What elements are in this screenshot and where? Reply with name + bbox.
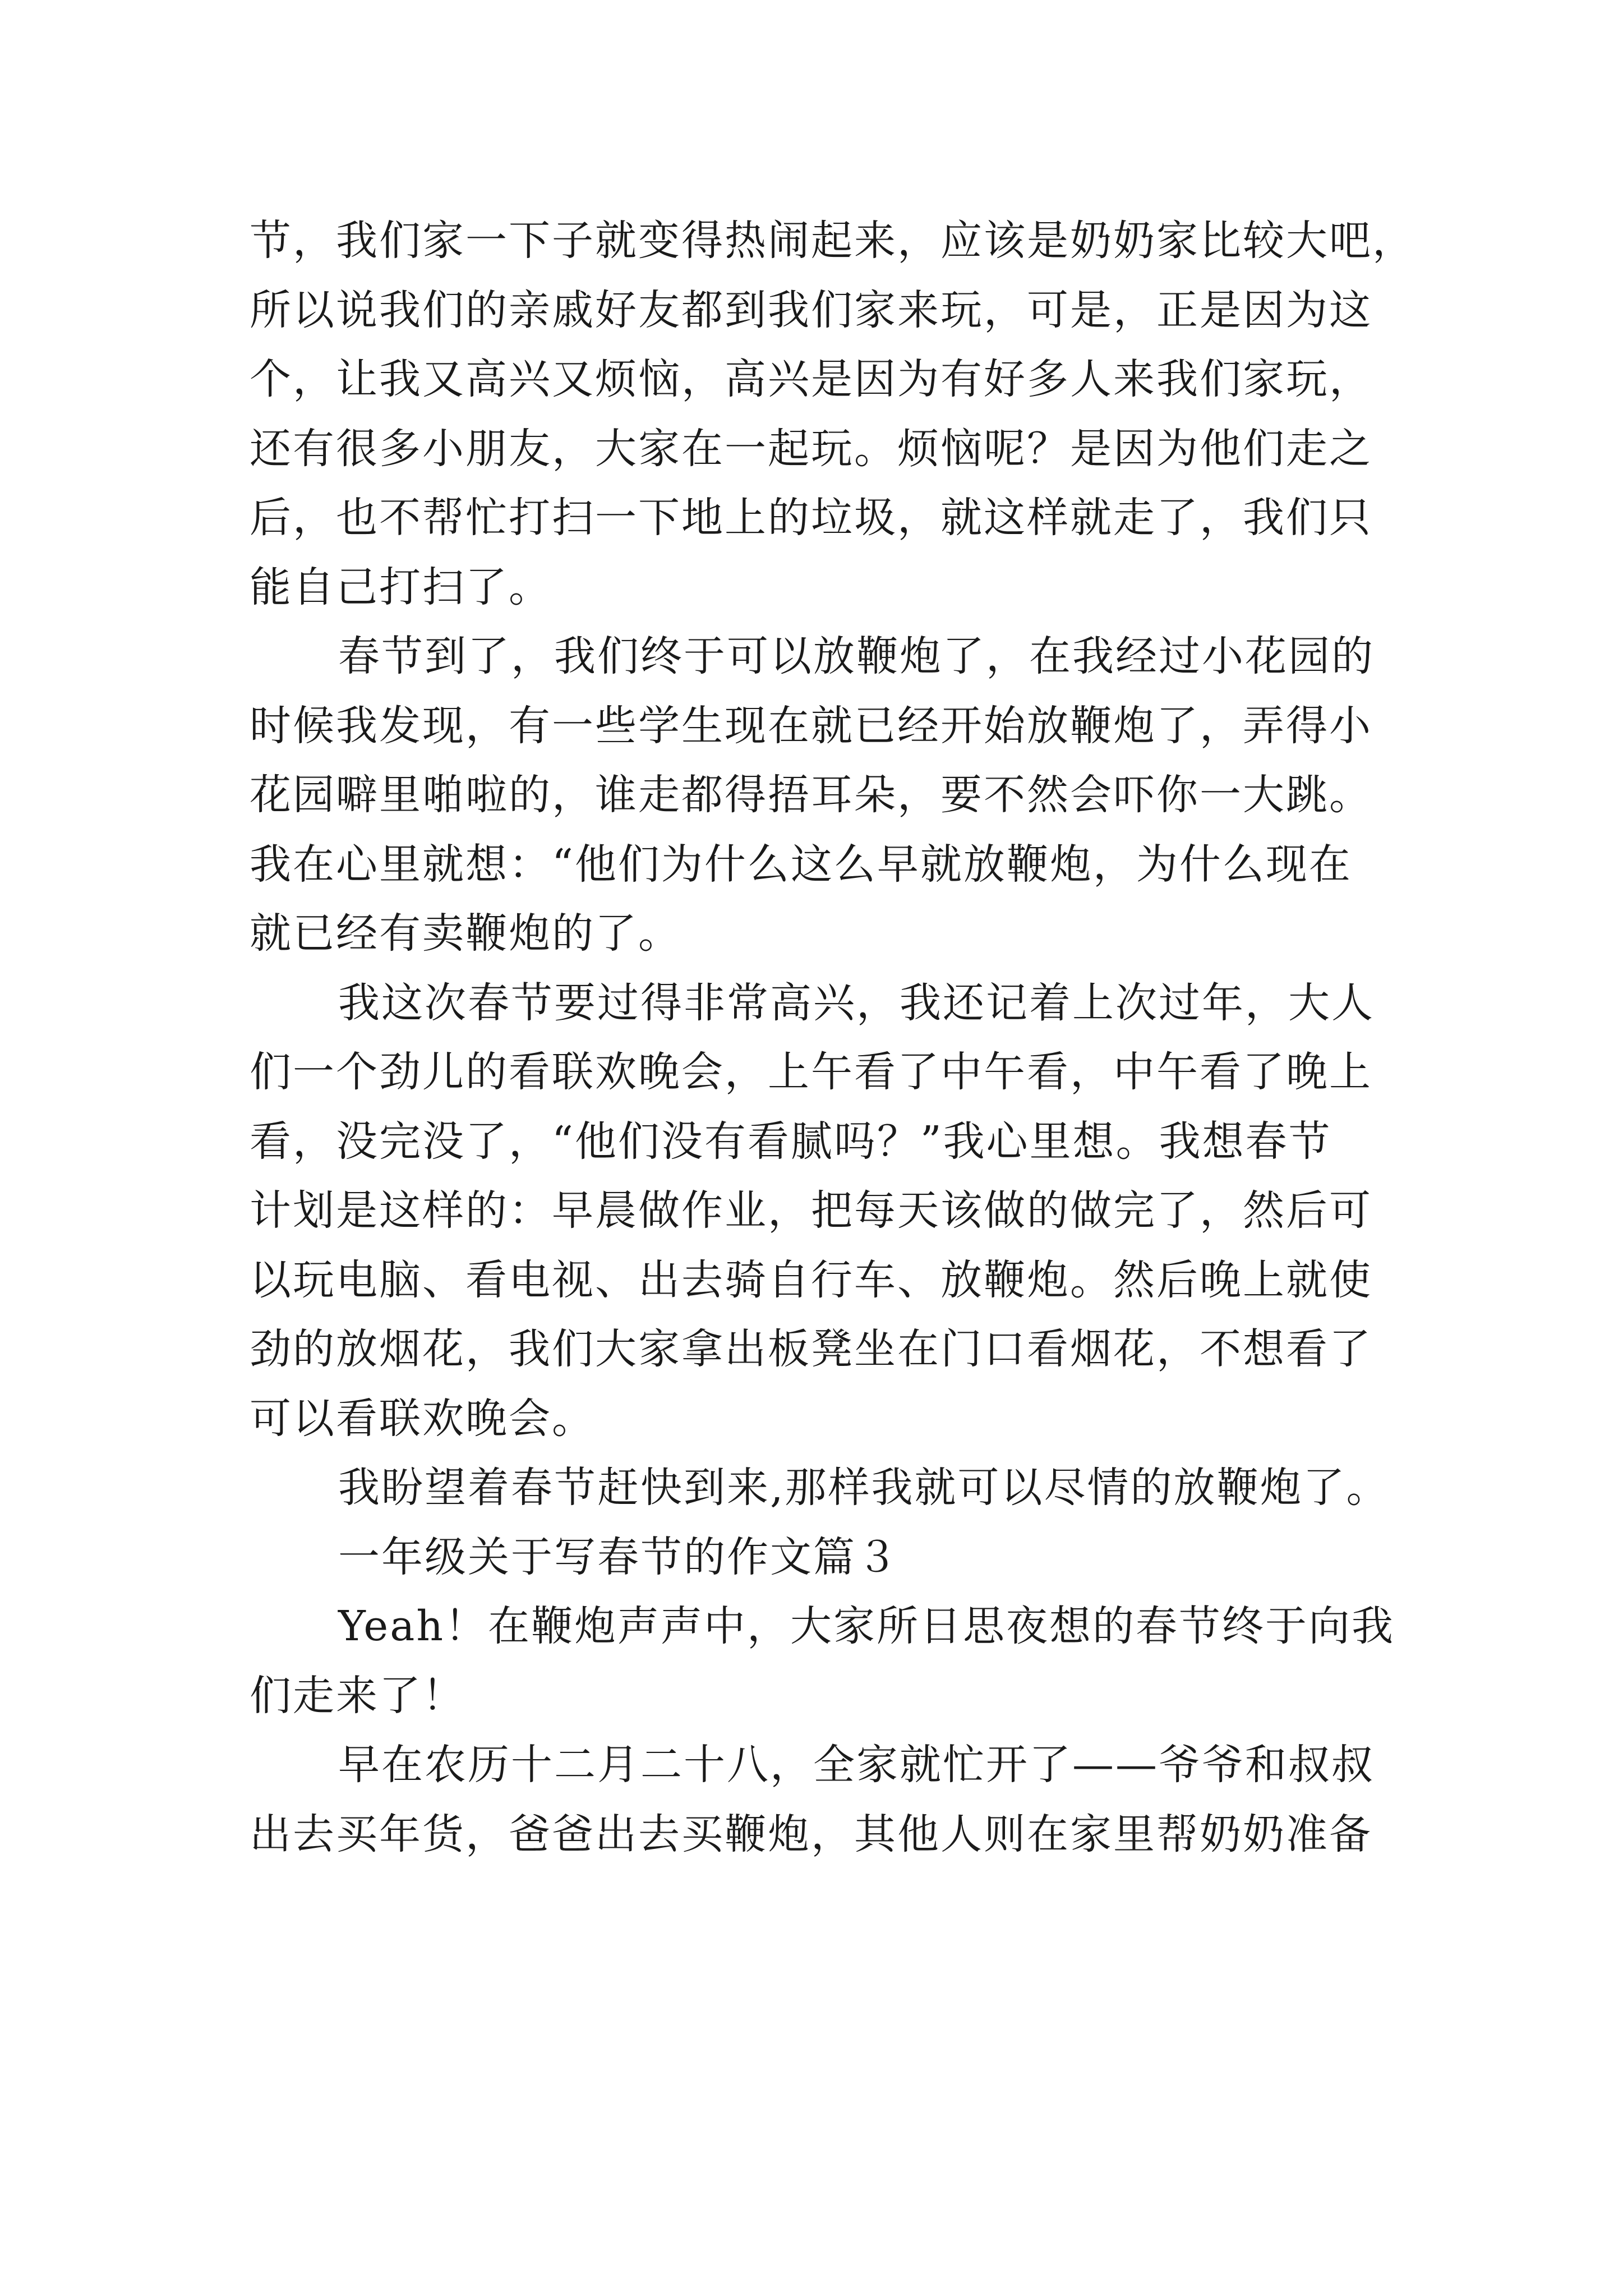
paragraph [250,206,1415,622]
text-line: 所以说我们的亲戚好友都到我们家来玩，可是，正是因为这 [250,286,1372,334]
text-line: Yeah！在鞭炮声声中，大家所日思夜想的春节终于向我 [338,1602,1395,1650]
text-line: 能自己打扫了。 [250,563,552,611]
paragraph [250,622,1394,969]
text-line: 春节到了，我们终于可以放鞭炮了，在我经过小花园的 [338,632,1375,680]
text-line: 们走来了！ [250,1671,465,1720]
text-line: 后，也不帮忙打扫一下地上的垃圾，就这样就走了，我们只 [250,494,1372,542]
text-line: 以玩电脑、看电视、出去骑自行车、放鞭炮。然后晚上就使 [250,1255,1372,1304]
text-line: 还有很多小朋友，大家在一起玩。烦恼呢？是因为他们走之 [250,424,1372,473]
text-line: 劲的放烟花，我们大家拿出板凳坐在门口看烟花，不想看了 [250,1325,1372,1373]
paragraph [250,1592,1394,1731]
text-line: 个，让我又高兴又烦恼，高兴是因为有好多人来我们家玩， [250,355,1372,403]
text-line: 可以看联欢晚会。 [250,1394,595,1443]
text-line: 时候我发现，有一些学生现在就已经开始放鞭炮了，弄得小 [250,701,1372,750]
text-line: 看，没完没了，“他们没有看腻吗？”我心里想。我想春节 [250,1117,1332,1166]
text-line: 出去买年货，爸爸出去买鞭炮，其他人则在家里帮奶奶准备 [250,1810,1372,1858]
document-body [250,206,1415,1869]
text-line: 花园噼里啪啦的，谁走都得捂耳朵，要不然会吓你一大跳。 [250,771,1372,819]
paragraph [250,969,1394,1454]
text-line: 我在心里就想：“他们为什么这么早就放鞭炮，为什么现在 [250,840,1352,889]
text-line: 们一个劲儿的看联欢晚会，上午看了中午看，中午看了晚上 [250,1048,1372,1096]
text-line: 计划是这样的：早晨做作业，把每天该做的做完了，然后可 [250,1186,1372,1235]
text-line: 我这次春节要过得非常高兴，我还记着上次过年，大人 [338,978,1375,1027]
paragraph [250,1453,1394,1523]
text-line: 节，我们家一下子就变得热闹起来，应该是奶奶家比较大吧， [250,217,1415,265]
text-line: 我盼望着春节赶快到来,那样我就可以尽情的放鞭炮了。 [338,1464,1390,1512]
paragraph [250,1731,1394,1869]
section-heading [250,1523,1394,1593]
text-line: 就已经有卖鞭炮的了。 [250,909,681,958]
heading-line: 一年级关于写春节的作文篇３ [338,1533,900,1581]
text-line: 早在农历十二月二十八，全家就忙开了——爷爷和叔叔 [338,1741,1375,1789]
